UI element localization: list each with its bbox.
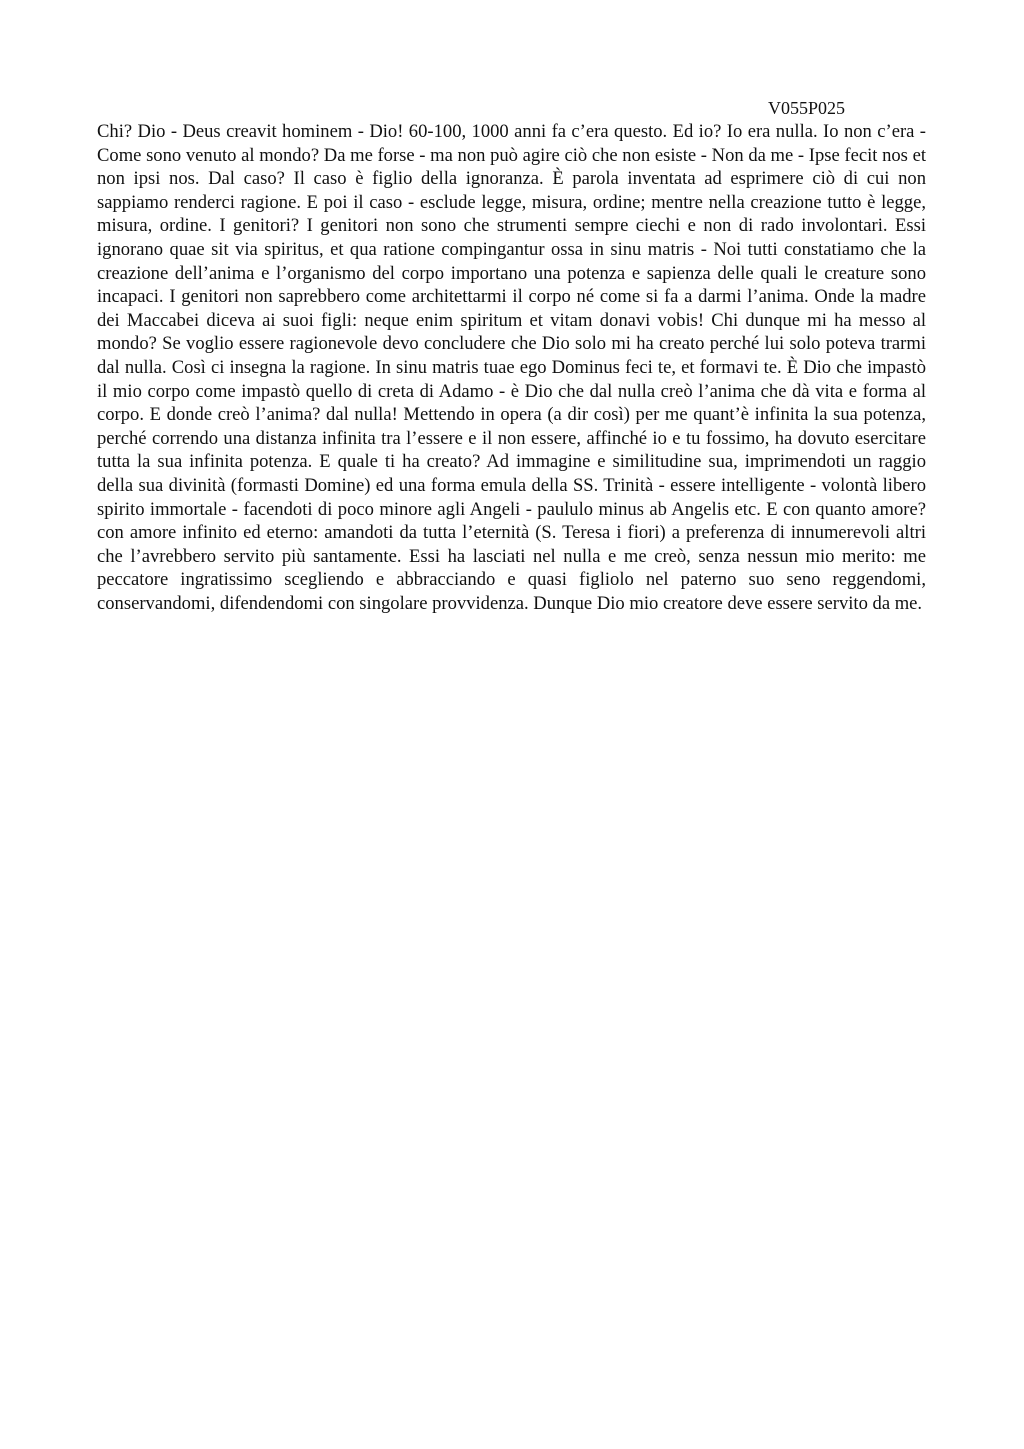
body-paragraph: Chi? Dio - Deus creavit hominem - Dio! 60-100, 1000 anni fa c’era questo. Ed io? Io era nulla. Io non c’era - Come sono venuto al mondo? Da me forse - ma non può agire ciò che non esiste - Non da me - Ipse fecit nos et non ipsi nos. Dal caso? Il caso è figlio della ignoranza. È parola inventata ad esprimere ciò di cui non sappiamo renderci ragione. E poi il caso - esclude legge, misura, ordine; mentre nella creazione tutto è legge, misura, ordine. I genitori? I genitori non sono che strumenti sempre ciechi e non di rado involontari. Essi ignorano quae sit via spiritus, et qua ratione compingantur ossa in sinu matris - Noi tutti constatiamo che la creazione dell’anima e l’organismo del corpo importano una potenza e sapienza delle quali le creature sono incapaci. I genitori non saprebbero come architettarmi il corpo né come si fa a darmi l’anima. Onde la madre dei Maccabei diceva ai suoi figli: neque enim spiritum et vitam donavi vobis! Chi dunque mi ha messo al mondo? Se voglio essere ragionevole devo concludere che Dio solo mi ha creato perché lui solo poteva trarmi dal nulla. Così ci insegna la ragione. In sinu matris tuae ego Dominus feci te, et formavi te. È Dio che impastò il mio corpo come impastò quello di creta di Adamo - è Dio che dal nulla creò l’anima che dà vita e forma al corpo. E donde creò l’anima? dal nulla! Mettendo in opera (a dir così) per me quant’è infinita la sua potenza, perché correndo una distanza infinita tra l’essere e il non essere, affinché io e tu fossimo, ha dovuto esercitare tutta la sua infinita potenza. E quale ti ha creato? Ad immagine e similitudine sua, imprimendoti un raggio della sua divinità (formasti Domine) ed una forma emula della SS. Trinità - essere intelligente - volontà libero spirito immortale - facendoti di poco minore agli Angeli - paululo minus ab Angelis etc. E con quanto amore? con amore infinito ed eterno: amandoti da tutta l’eternità (S. Teresa i fiori) a preferenza di innumerevoli altri che l’avrebbero servito più santamente. Essi ha lasciati nel nulla e me creò, senza nessun mio merito: me peccatore ingratissimo scegliendo e abbracciando e quasi figliolo nel paterno suo seno reggendomi, conservandomi, difendendomi con singolare provvidenza. Dunque Dio mio creatore deve essere servito da me.	[97, 121, 926, 614]
page-code: V055P025	[768, 98, 846, 118]
